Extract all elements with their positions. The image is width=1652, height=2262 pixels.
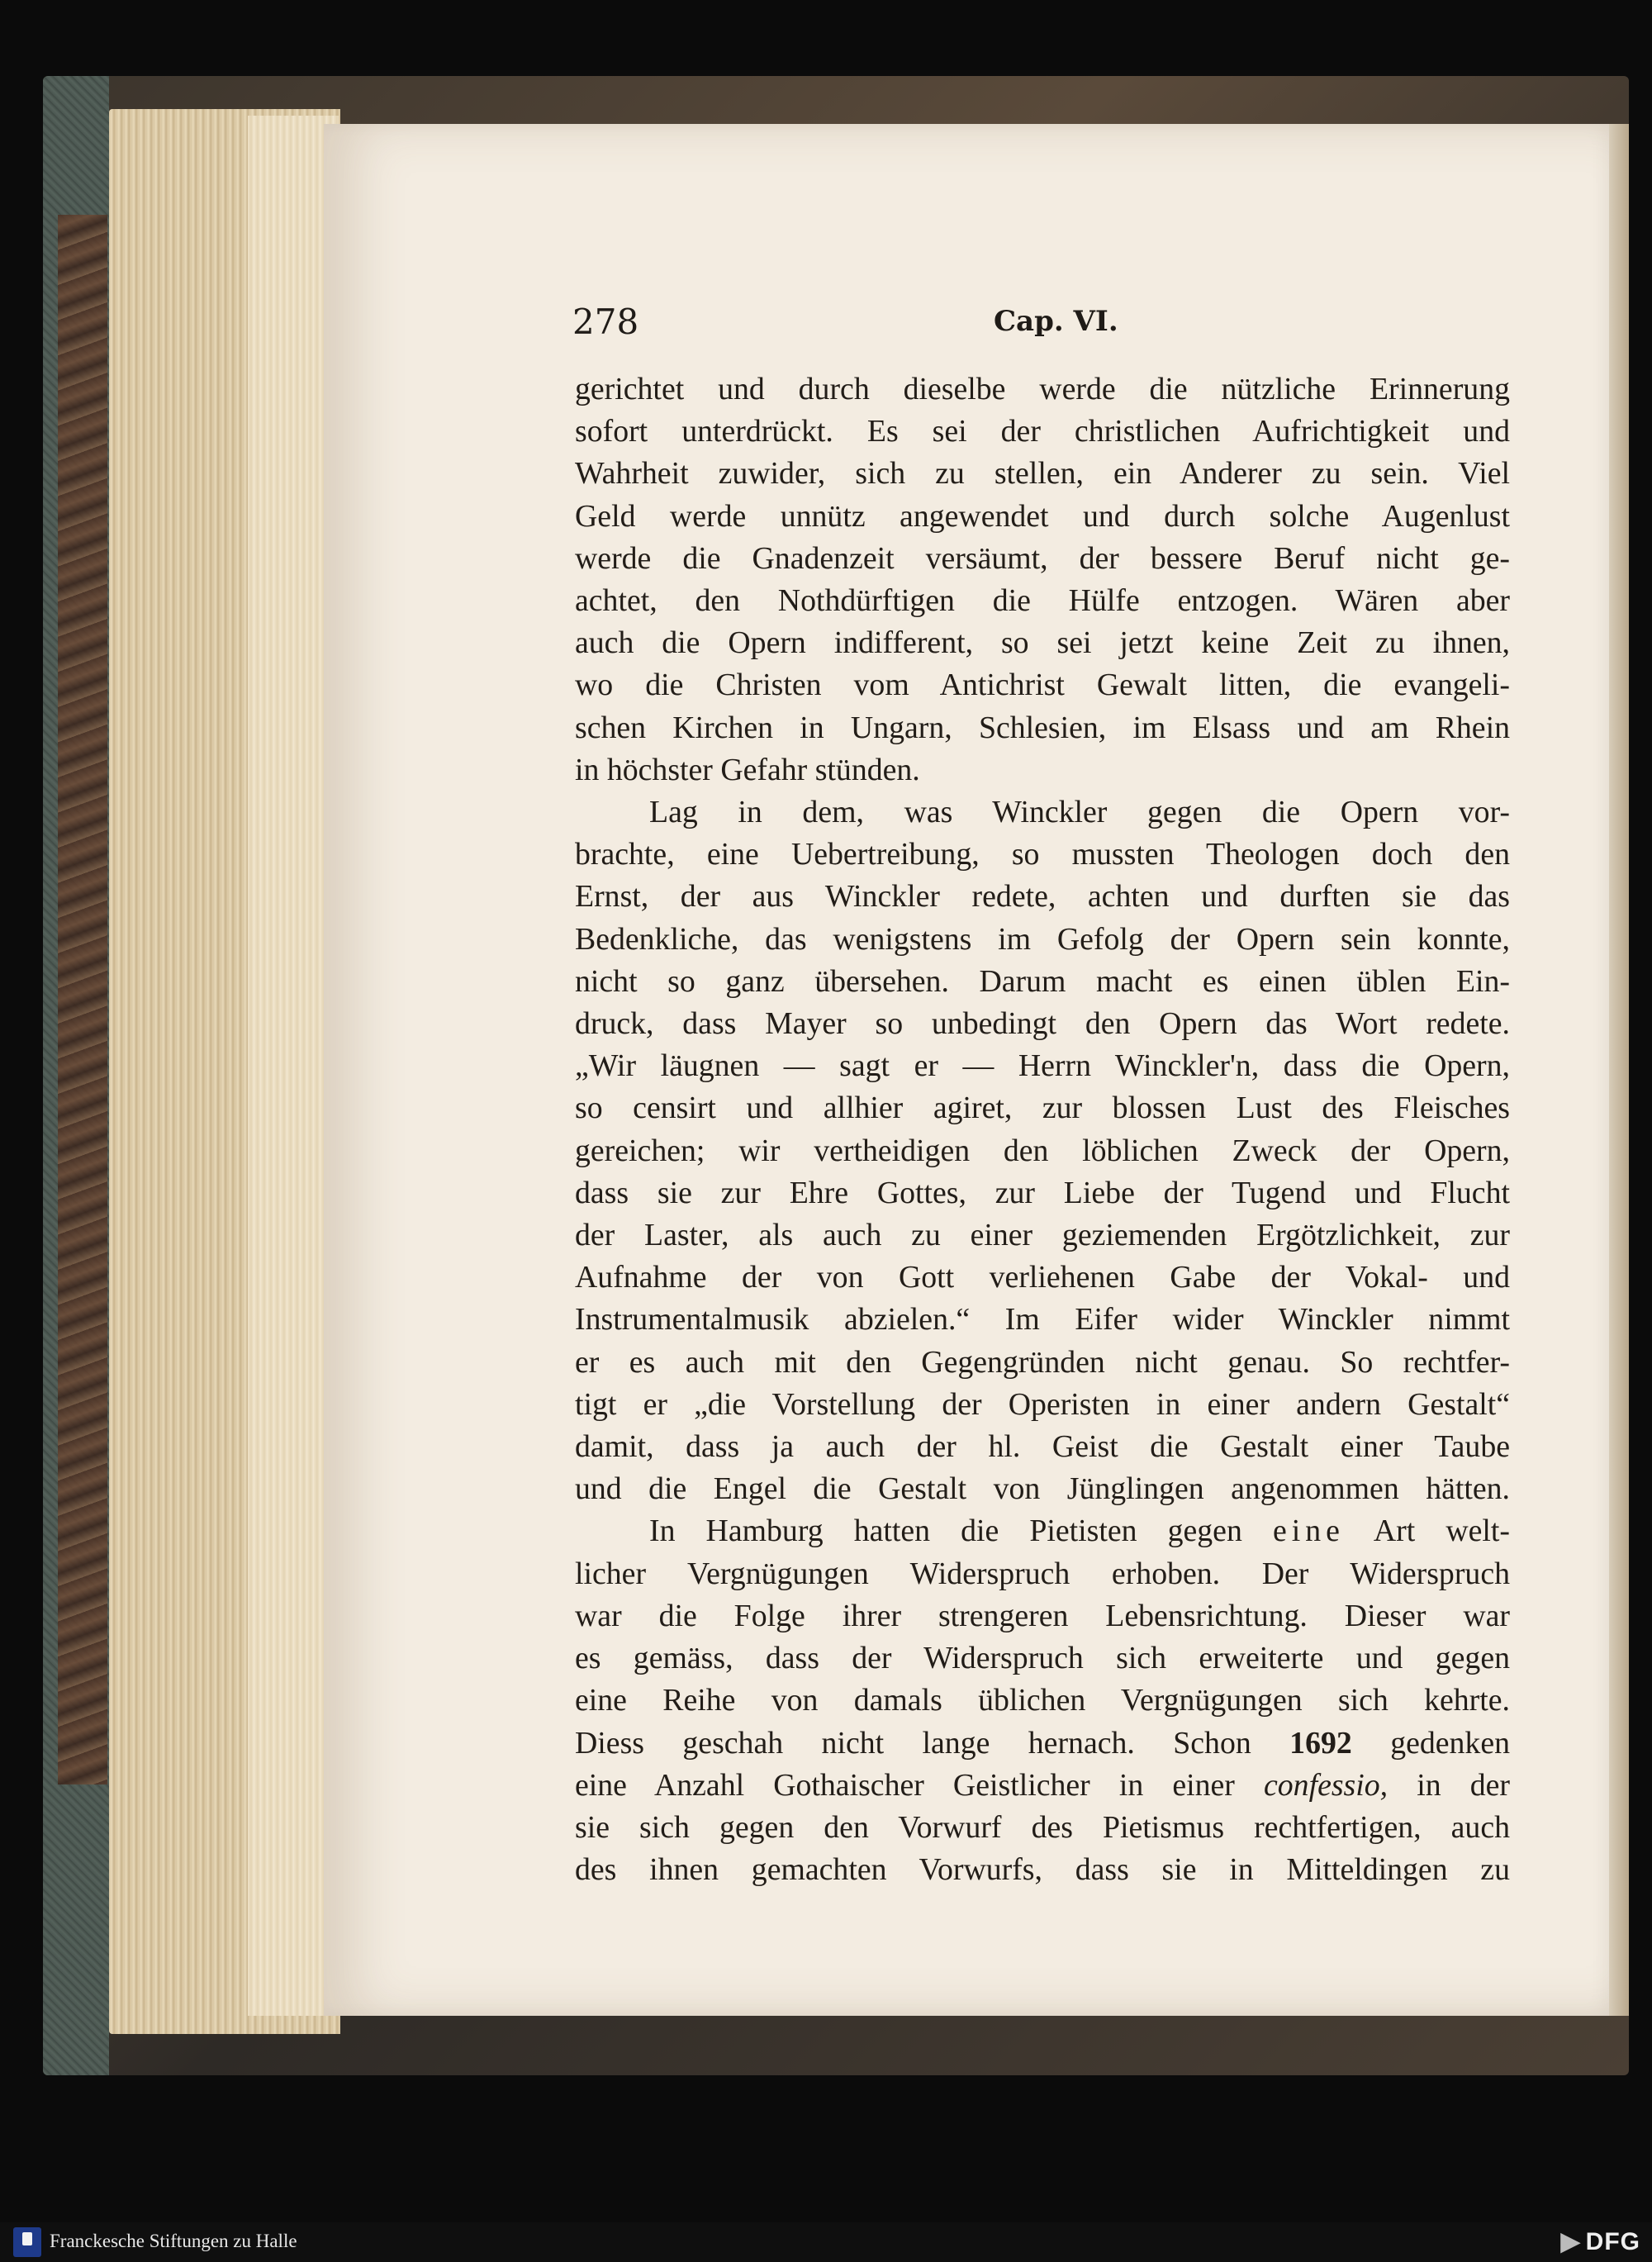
text-line: sie sich gegen den Vorwurf des Pietismus rechtfertigen, auch — [575, 1809, 1510, 1845]
chapter-heading: Cap. VI. — [994, 305, 1118, 338]
spaced-emphasis: eine — [1272, 1514, 1345, 1549]
page-edge-right — [1609, 124, 1629, 2016]
text-line: tigt er „die Vorstellung der Operisten in einer andern Gestalt“ — [575, 1386, 1510, 1422]
text-line: der Laster, als auch zu einer geziemenden Ergötzlichkeit, zur — [575, 1218, 1510, 1253]
text-line: druck, dass Mayer so unbedingt den Opern das Wort redete. — [575, 1006, 1510, 1042]
text-segment: In Hamburg hatten die Pietisten gegen — [649, 1514, 1242, 1549]
text-line: achtet, den Nothdürftigen die Hülfe entzogen. Wären aber — [575, 583, 1510, 619]
text-line: dass sie zur Ehre Gottes, zur Liebe der Tugend und Flucht — [575, 1175, 1510, 1210]
text-line: in höchster Gefahr stünden. — [575, 752, 920, 787]
text-line — [575, 1510, 1510, 1552]
institution-name: Franckesche Stiftungen zu Halle — [50, 2231, 297, 2251]
year-number: 1692 — [1289, 1725, 1352, 1761]
text-line — [575, 1765, 1510, 1807]
body-text — [575, 368, 1510, 1891]
page-number: 278 — [572, 302, 639, 342]
text-line: gerichtet und durch dieselbe werde die nützliche Erinnerung — [575, 372, 1510, 406]
text-segment: in der — [1417, 1767, 1510, 1803]
dfg-label: DFG — [1585, 2228, 1640, 2255]
text-line: wo die Christen vom Antichrist Gewalt litten, die evangeli- — [575, 668, 1510, 703]
text-segment: eine Anzahl Gothaischer Geistlicher in einer — [575, 1767, 1235, 1803]
text-line: Geld werde unnütz angewendet und durch solche Augenlust — [575, 498, 1510, 534]
text-line: er es auch mit den Gegengründen nicht genau. So rechtfer- — [575, 1344, 1510, 1380]
text-line: war die Folge ihrer strengeren Lebensrichtung. Dieser war — [575, 1598, 1510, 1633]
text-line: gereichen; wir vertheidigen den löblichen Zweck der Opern, — [575, 1133, 1510, 1168]
text-line — [575, 1723, 1510, 1765]
text-line: damit, dass ja auch der hl. Geist die Gestalt einer Taube — [575, 1429, 1510, 1465]
text-line: schen Kirchen in Ungarn, Schlesien, im Elsass und am Rhein — [575, 710, 1510, 745]
text-line: des ihnen gemachten Vorwurfs, dass sie in Mitteldingen zu — [575, 1852, 1510, 1888]
text-line: licher Vergnügungen Widerspruch erhoben. Der Widerspruch — [575, 1556, 1510, 1591]
text-segment: Art welt- — [1373, 1514, 1510, 1549]
play-arrow-icon: ▶ — [1560, 2228, 1581, 2255]
text-line: auch die Opern indifferent, so sei jetzt keine Zeit zu ihnen, — [575, 625, 1510, 661]
text-segment: gedenken — [1390, 1725, 1511, 1761]
text-line: „Wir läugnen — sagt er — Herrn Winckler'n, dass die Opern, — [575, 1048, 1510, 1084]
text-line: Aufnahme der von Gott verliehenen Gabe der Vokal- und — [575, 1260, 1510, 1295]
text-line: Bedenkliche, das wenigstens im Gefolg der Opern sein konnte, — [575, 921, 1510, 957]
text-line: sofort unterdrückt. Es sei der christlichen Aufrichtigkeit und — [575, 414, 1510, 449]
text-line: eine Reihe von damals üblichen Vergnügungen sich kehrte. — [575, 1683, 1510, 1718]
text-segment: Diess geschah nicht lange hernach. Schon — [575, 1725, 1251, 1761]
institution-logo-icon — [13, 2227, 41, 2257]
text-line: Lag in dem, was Winckler gegen die Opern vor- — [649, 795, 1510, 830]
text-line: und die Engel die Gestalt von Jünglingen angenommen hätten. — [575, 1471, 1510, 1507]
text-line: brachte, eine Uebertreibung, so mussten Theologen doch den — [575, 837, 1510, 872]
text-line: Instrumentalmusik abzielen.“ Im Eifer wider Winckler nimmt — [575, 1302, 1510, 1338]
text-line: so censirt und allhier agiret, zur blossen Lust des Fleisches — [575, 1091, 1510, 1126]
dfg-badge — [1561, 2227, 1640, 2256]
logo-mark — [22, 2232, 32, 2245]
marbled-cover — [58, 215, 107, 1784]
text-line: Wahrheit zuwider, sich zu stellen, ein Anderer zu sein. Viel — [575, 456, 1510, 492]
text-line: nicht so ganz übersehen. Darum macht es einen üblen Ein- — [575, 963, 1510, 999]
text-line: werde die Gnadenzeit versäumt, der bessere Beruf nicht ge- — [575, 540, 1510, 576]
text-line: es gemäss, dass der Widerspruch sich erweiterte und gegen — [575, 1641, 1510, 1676]
italic-term: confessio, — [1264, 1767, 1389, 1803]
running-header — [572, 302, 1514, 351]
viewer-footer — [0, 2222, 1652, 2262]
text-line: Ernst, der aus Winckler redete, achten und durften sie das — [575, 879, 1510, 915]
